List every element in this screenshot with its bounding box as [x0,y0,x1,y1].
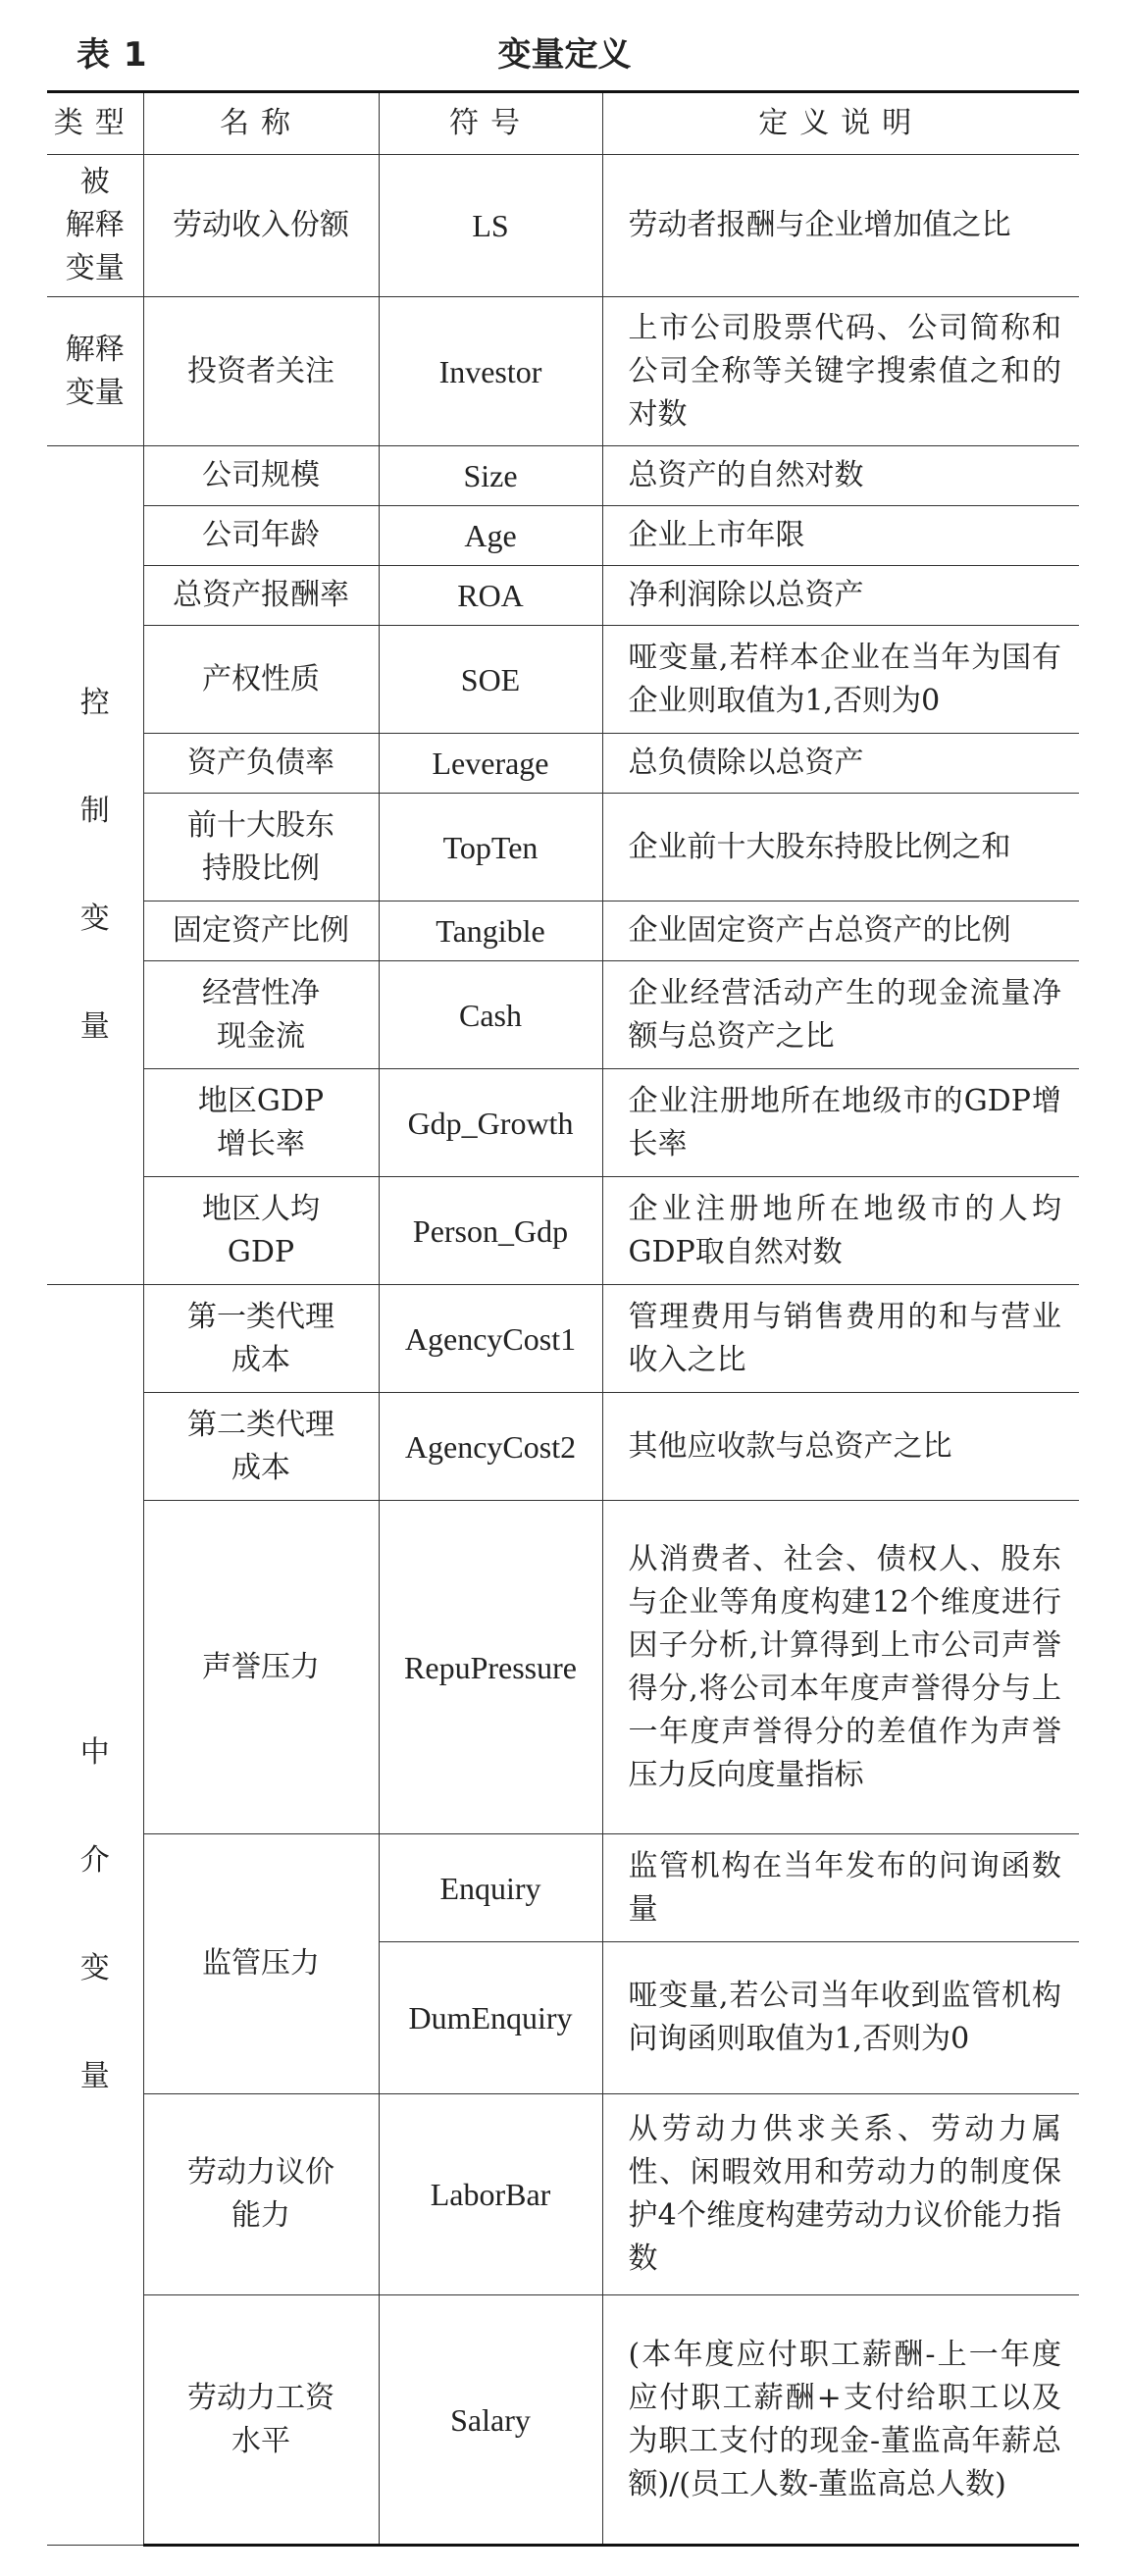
var-name: 劳动收入份额 [143,155,379,297]
table-row [47,626,1079,734]
var-name: 声誉压力 [143,1501,379,1834]
variable-definition-table [47,90,1079,2547]
var-definition: 上市公司股票代码、公司简称和公司全称等关键字搜索值之和的对数 [602,297,1079,446]
var-name: 经营性净 现金流 [143,961,379,1069]
var-symbol: Gdp_Growth [379,1069,602,1177]
table-row [47,506,1079,566]
table-row [47,155,1079,297]
var-definition: 净利润除以总资产 [602,566,1079,626]
var-definition: 哑变量,若公司当年收到监管机构问询函则取值为1,否则为0 [602,1942,1079,2094]
table-row [47,1834,1079,1942]
table-row [47,794,1079,902]
var-definition: 企业前十大股东持股比例之和 [602,794,1079,902]
table-row [47,961,1079,1069]
var-name: 总资产报酬率 [143,566,379,626]
group-explained: 被 解释 变量 [47,155,143,297]
var-symbol: Age [379,506,602,566]
var-symbol: DumEnquiry [379,1942,602,2094]
var-symbol: LS [379,155,602,297]
var-definition: 企业上市年限 [602,506,1079,566]
table-number: 表 1 [77,35,148,75]
var-definition: 监管机构在当年发布的问询函数量 [602,1834,1079,1942]
header-definition: 定义说明 [602,92,1079,155]
var-name: 产权性质 [143,626,379,734]
var-symbol: Person_Gdp [379,1177,602,1285]
var-definition: 劳动者报酬与企业增加值之比 [602,155,1079,297]
table-caption [47,22,1082,80]
header-row [47,92,1079,155]
var-definition: 其他应收款与总资产之比 [602,1393,1079,1501]
group-explanatory: 解释 变量 [47,297,143,446]
var-symbol: Enquiry [379,1834,602,1942]
var-definition: 企业经营活动产生的现金流量净额与总资产之比 [602,961,1079,1069]
table-row [47,734,1079,794]
table-title: 变量定义 [497,35,632,75]
var-definition: 企业注册地所在地级市的GDP增长率 [602,1069,1079,1177]
var-name: 公司年龄 [143,506,379,566]
group-control: 控 制 变 量 [47,446,143,1285]
var-name: 公司规模 [143,446,379,506]
var-symbol: AgencyCost2 [379,1393,602,1501]
table-row [47,297,1079,446]
table-row [47,1177,1079,1285]
table-row [47,2295,1079,2546]
var-symbol: Leverage [379,734,602,794]
var-symbol: SOE [379,626,602,734]
table-row [47,2094,1079,2295]
var-definition: 哑变量,若样本企业在当年为国有企业则取值为1,否则为0 [602,626,1079,734]
var-symbol: Salary [379,2295,602,2546]
header-type: 类型 [47,92,143,155]
table-row [47,1069,1079,1177]
var-symbol: RepuPressure [379,1501,602,1834]
var-definition: 从消费者、社会、债权人、股东与企业等角度构建12个维度进行因子分析,计算得到上市公司声誉得分,将公司本年度声誉得分与上一年度声誉得分的差值作为声誉压力反向度量指标 [602,1501,1079,1834]
var-name: 固定资产比例 [143,902,379,961]
table-row [47,1501,1079,1834]
var-name: 劳动力议价 能力 [143,2094,379,2295]
var-symbol: ROA [379,566,602,626]
var-name: 第一类代理 成本 [143,1285,379,1393]
var-name: 劳动力工资 水平 [143,2295,379,2546]
var-definition: (本年度应付职工薪酬-上一年度应付职工薪酬+支付给职工以及为职工支付的现金-董监高年薪总额)/(员工人数-董监高总人数) [602,2295,1079,2546]
header-name: 名称 [143,92,379,155]
var-name: 前十大股东 持股比例 [143,794,379,902]
var-symbol: Size [379,446,602,506]
var-definition: 企业注册地所在地级市的人均GDP取自然对数 [602,1177,1079,1285]
var-name: 监管压力 [143,1834,379,2094]
table-row [47,902,1079,961]
var-symbol: TopTen [379,794,602,902]
var-name: 投资者关注 [143,297,379,446]
var-symbol: AgencyCost1 [379,1285,602,1393]
var-name: 地区GDP 增长率 [143,1069,379,1177]
var-symbol: Cash [379,961,602,1069]
var-definition: 企业固定资产占总资产的比例 [602,902,1079,961]
table-row [47,446,1079,506]
var-definition: 总负债除以总资产 [602,734,1079,794]
var-name: 地区人均 GDP [143,1177,379,1285]
var-definition: 总资产的自然对数 [602,446,1079,506]
var-name: 第二类代理 成本 [143,1393,379,1501]
table-row [47,566,1079,626]
var-name: 资产负债率 [143,734,379,794]
var-symbol: LaborBar [379,2094,602,2295]
group-mediator: 中 介 变 量 [47,1285,143,2546]
table-row [47,1285,1079,1393]
var-symbol: Tangible [379,902,602,961]
var-symbol: Investor [379,297,602,446]
table-row [47,1393,1079,1501]
header-symbol: 符号 [379,92,602,155]
var-definition: 管理费用与销售费用的和与营业收入之比 [602,1285,1079,1393]
var-definition: 从劳动力供求关系、劳动力属性、闲暇效用和劳动力的制度保护4个维度构建劳动力议价能力指数 [602,2094,1079,2295]
